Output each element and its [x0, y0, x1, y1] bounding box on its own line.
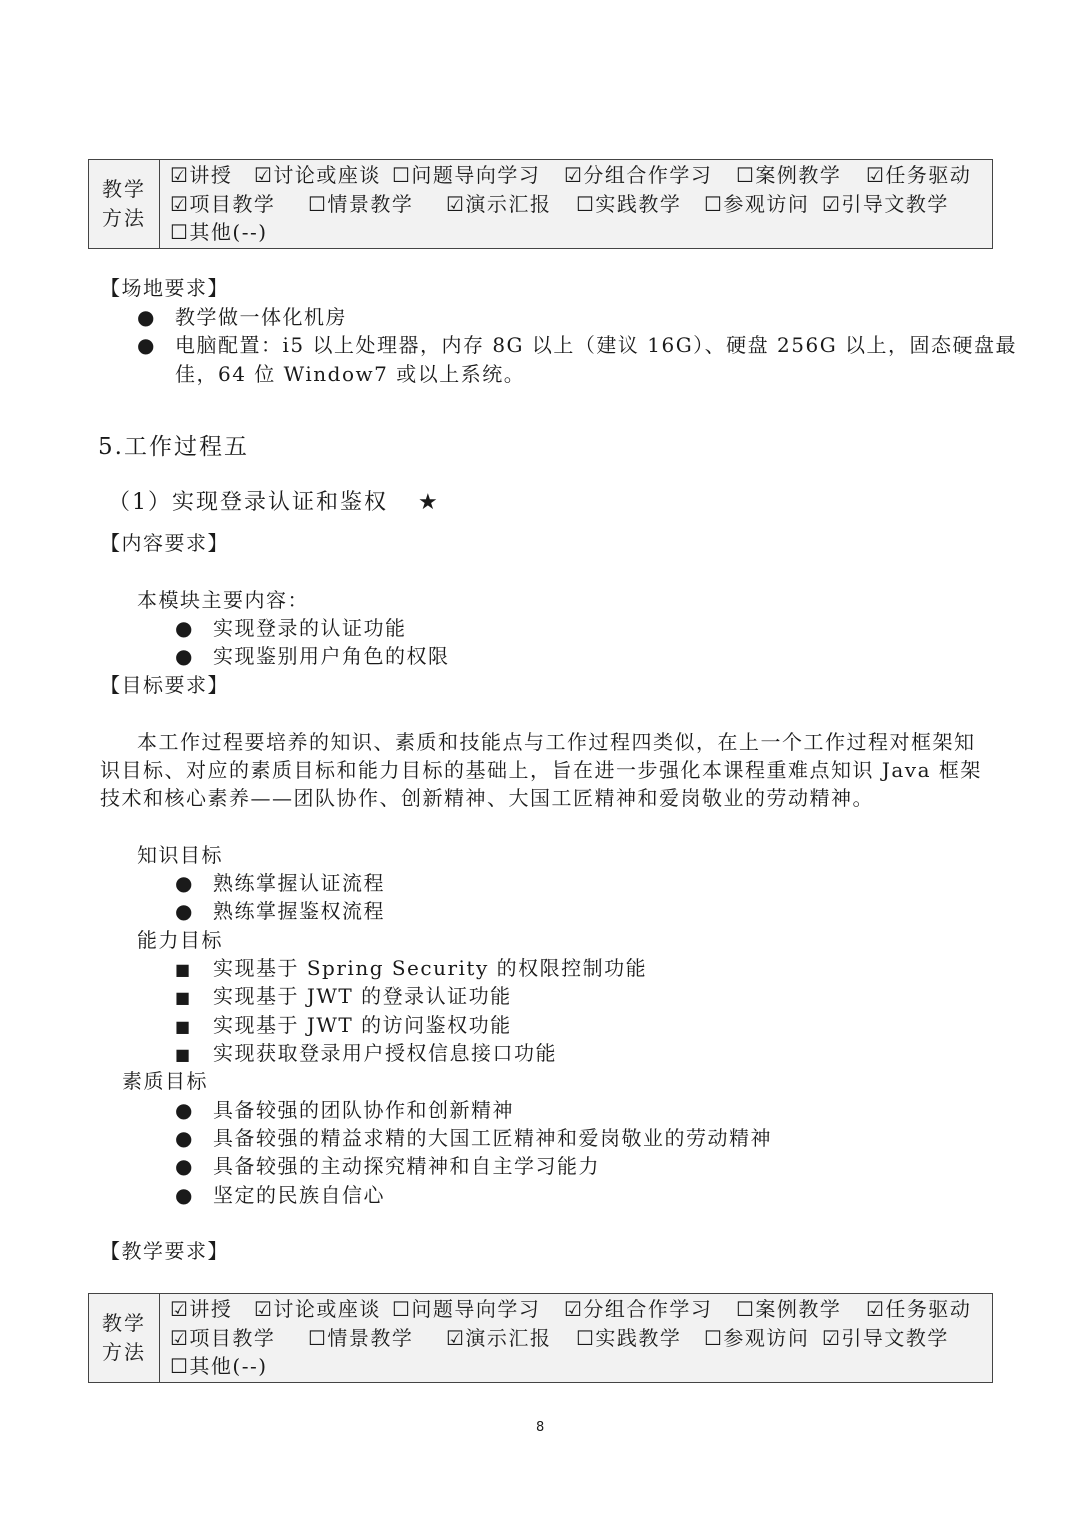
- option-project[interactable]: ☑项目教学: [170, 191, 276, 216]
- option-task-driven[interactable]: ☑任务驱动: [866, 1297, 972, 1321]
- option-visit[interactable]: ☐参观访问: [704, 191, 810, 216]
- bullet-icon: ●: [175, 1098, 194, 1122]
- list-item: ● 实现登录的认证功能: [175, 616, 407, 640]
- option-group-work[interactable]: ☑分组合作学习: [564, 163, 713, 187]
- list-item: ● 教学做一体化机房: [137, 305, 347, 329]
- bullet-icon: ●: [175, 1126, 194, 1150]
- section-heading: 5.工作过程五: [98, 434, 249, 460]
- option-row: [170, 218, 992, 247]
- option-case-study[interactable]: ☐案例教学: [736, 1297, 842, 1321]
- teaching-req-title: 【教学要求】: [100, 1239, 229, 1263]
- option-row: [170, 190, 992, 219]
- option-practice[interactable]: ☐实践教学: [576, 1325, 682, 1350]
- paragraph-line: 识目标、对应的素质目标和能力目标的基础上，旨在进一步强化本课程重难点知识 Java 框架: [100, 758, 982, 782]
- list-item: ● 坚定的民族自信心: [175, 1183, 385, 1207]
- list-item: ● 熟练掌握认证流程: [175, 871, 385, 895]
- option-task-driven[interactable]: ☑任务驱动: [866, 163, 972, 187]
- option-other[interactable]: ☐其他(--): [170, 1354, 268, 1378]
- method-options: [160, 1294, 993, 1383]
- bullet-icon: ●: [175, 616, 194, 640]
- option-discussion[interactable]: ☑讨论或座谈: [254, 163, 381, 187]
- option-practice[interactable]: ☐实践教学: [576, 191, 682, 216]
- option-row: [170, 161, 992, 190]
- list-item: ■ 实现基于 JWT 的登录认证功能: [175, 982, 512, 1012]
- option-lecture[interactable]: ☑讲授: [170, 1297, 233, 1321]
- option-scenario[interactable]: ☐情景教学: [308, 191, 414, 216]
- table-label: 教学 方法: [89, 160, 160, 249]
- option-demo[interactable]: ☑演示汇报: [446, 1325, 552, 1350]
- subsection-title: （1）实现登录认证和鉴权 ★: [108, 490, 440, 515]
- bullet-icon: ●: [175, 644, 194, 668]
- option-visit[interactable]: ☐参观访问: [704, 1325, 810, 1350]
- list-item: ■ 实现基于 JWT 的访问鉴权功能: [175, 1011, 512, 1041]
- list-item: ● 具备较强的团队协作和创新精神: [175, 1098, 514, 1122]
- list-item-continuation: 佳，64 位 Window7 或以上系统。: [175, 362, 526, 386]
- venue-title: 【场地要求】: [100, 276, 229, 300]
- knowledge-goal-title: 知识目标: [137, 843, 223, 867]
- list-item: ● 熟练掌握鉴权流程: [175, 899, 385, 923]
- option-problem-based[interactable]: ☐问题导向学习: [392, 1297, 541, 1321]
- list-item: ● 具备较强的主动探究精神和自主学习能力: [175, 1154, 600, 1178]
- method-options: [160, 160, 993, 249]
- list-item: ● 具备较强的精益求精的大国工匠精神和爱岗敬业的劳动精神: [175, 1126, 772, 1150]
- option-row: [170, 1295, 992, 1324]
- bullet-icon: ●: [175, 1154, 194, 1178]
- quality-goal-title: 素质目标: [122, 1069, 208, 1093]
- content-req-title: 【内容要求】: [100, 531, 229, 555]
- table-label: 教学 方法: [89, 1294, 160, 1383]
- option-lecture[interactable]: ☑讲授: [170, 163, 233, 187]
- star-icon: ★: [418, 490, 440, 515]
- paragraph-line: 本工作过程要培养的知识、素质和技能点与工作过程四类似，在上一个工作过程对框架知: [137, 730, 976, 754]
- page-number: 8: [536, 1420, 545, 1435]
- option-group-work[interactable]: ☑分组合作学习: [564, 1297, 713, 1321]
- square-bullet-icon: ■: [175, 1045, 192, 1064]
- paragraph-line: 技术和核心素养——团队协作、创新精神、大国工匠精神和爱岗敬业的劳动精神。: [100, 786, 874, 810]
- option-demo[interactable]: ☑演示汇报: [446, 191, 552, 216]
- option-guide-text[interactable]: ☑引导文教学: [822, 1325, 949, 1350]
- option-case-study[interactable]: ☐案例教学: [736, 163, 842, 187]
- square-bullet-icon: ■: [175, 960, 192, 979]
- list-item: ● 电脑配置：i5 以上处理器，内存 8G 以上（建议 16G）、硬盘 256G 以上，固态硬盘最: [137, 333, 1018, 357]
- bullet-icon: ●: [137, 333, 156, 357]
- ability-goal-title: 能力目标: [137, 928, 223, 952]
- bullet-icon: ●: [175, 871, 194, 895]
- option-row: [170, 1324, 992, 1353]
- option-scenario[interactable]: ☐情景教学: [308, 1325, 414, 1350]
- option-guide-text[interactable]: ☑引导文教学: [822, 191, 949, 216]
- option-other[interactable]: ☐其他(--): [170, 220, 268, 244]
- list-item: ● 实现鉴别用户角色的权限: [175, 644, 450, 668]
- teaching-method-table: [88, 1293, 993, 1383]
- list-item: ■ 实现获取登录用户授权信息接口功能: [175, 1039, 557, 1069]
- list-item: ■ 实现基于 Spring Security 的权限控制功能: [175, 954, 647, 984]
- square-bullet-icon: ■: [175, 1017, 192, 1036]
- bullet-icon: ●: [137, 305, 156, 329]
- option-discussion[interactable]: ☑讨论或座谈: [254, 1297, 381, 1321]
- content-intro: 本模块主要内容：: [137, 588, 309, 612]
- teaching-method-table: [88, 159, 993, 249]
- goal-req-title: 【目标要求】: [100, 673, 229, 697]
- option-row: [170, 1352, 992, 1381]
- bullet-icon: ●: [175, 1183, 194, 1207]
- option-problem-based[interactable]: ☐问题导向学习: [392, 163, 541, 187]
- bullet-icon: ●: [175, 899, 194, 923]
- square-bullet-icon: ■: [175, 988, 192, 1007]
- option-project[interactable]: ☑项目教学: [170, 1325, 276, 1350]
